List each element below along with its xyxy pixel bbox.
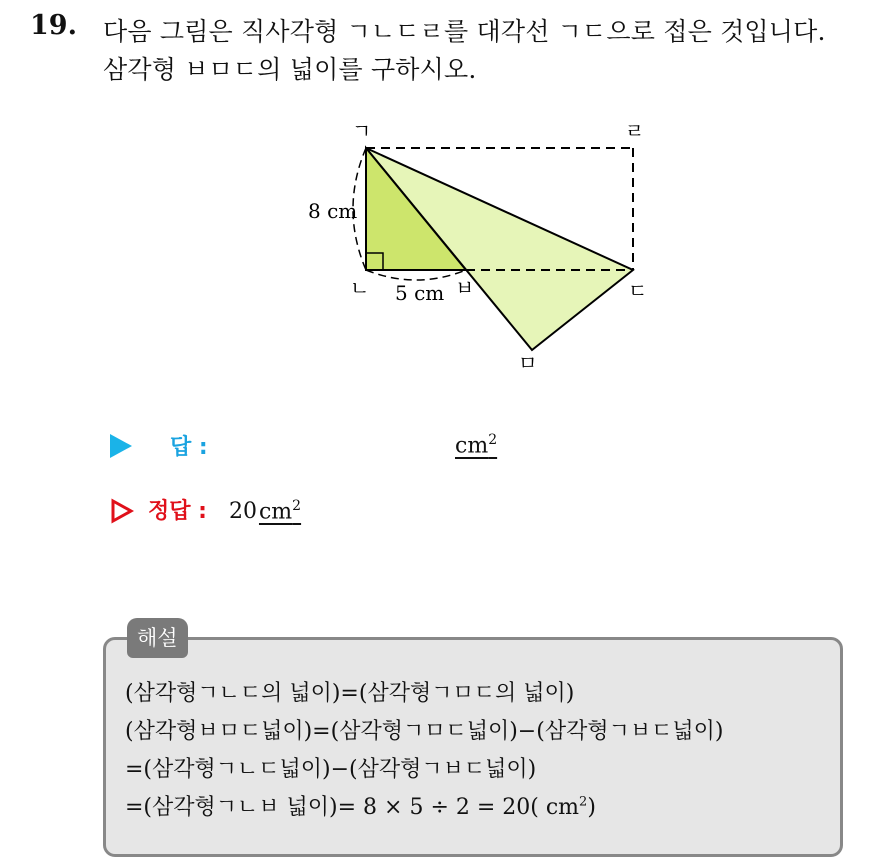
question-number: 19. (30, 10, 77, 41)
answer-label: 답 : (170, 435, 208, 460)
explanation-line-3: =(삼각형ㄱㄴㄷ넓이)−(삼각형ㄱㅂㄷ넓이) (125, 757, 537, 782)
vertex-label-d: ㄷ (628, 279, 648, 303)
answer-unit: $cm^2$ (455, 432, 498, 459)
vertex-label-r: ㄹ (625, 119, 645, 143)
explanation-line-2: (삼각형ㅂㅁㄷ넓이)=(삼각형ㄱㅁㄷ넓이)−(삼각형ㄱㅂㄷ넓이) (125, 719, 724, 744)
vertex-label-b: ㅂ (455, 276, 475, 300)
explanation-line-1: (삼각형ㄱㄴㄷ의 넓이)=(삼각형ㄱㅁㄷ의 넓이) (125, 681, 575, 706)
explanation-box (103, 637, 843, 857)
question-text-line-2: 삼각형 ㅂㅁㄷ의 넓이를 구하시오. (103, 55, 477, 84)
vertex-label-g: ㄱ (352, 119, 372, 143)
correct-arrow-icon (110, 498, 134, 524)
vertex-label-n: ㄴ (350, 276, 370, 300)
height-label: 8 cm (308, 199, 358, 223)
answer-row (110, 430, 208, 461)
correct-value: 20 (228, 499, 257, 524)
vertex-label-m: ㅁ (518, 351, 538, 375)
correct-label: 정답 : (148, 499, 207, 524)
geometry-figure (300, 110, 660, 380)
explanation-line-4: =(삼각형ㄱㄴㅂ 넓이)= 8 × 5 ÷ 2 = 20( $cm^2$) (125, 794, 596, 820)
explanation-tab: 해설 (127, 618, 188, 658)
base-brace (366, 270, 466, 280)
question-text-line-1: 다음 그림은 직사각형 ㄱㄴㄷㄹ를 대각선 ㄱㄷ으로 접은 것입니다. (103, 17, 826, 46)
answer-arrow-icon (110, 434, 132, 458)
correct-unit: $cm^2$ (258, 497, 302, 524)
base-label: 5 cm (395, 281, 445, 305)
correct-answer-row (110, 492, 301, 525)
explanation-unit-exp: 2 (579, 794, 588, 810)
